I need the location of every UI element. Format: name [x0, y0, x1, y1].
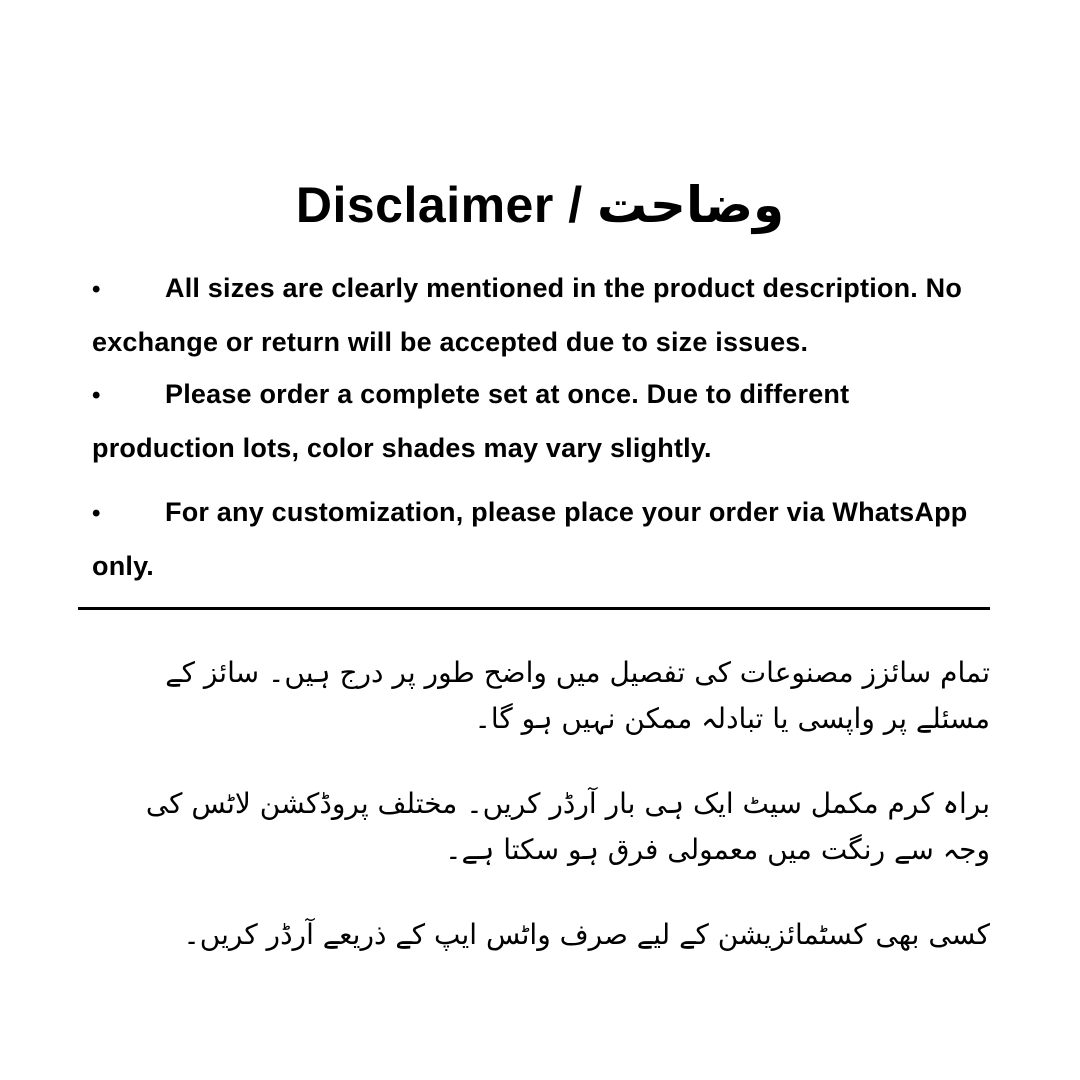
bullet-item-customization	[92, 486, 990, 592]
bullet-text-complete-set: Please order a complete set at once. Due to different production lots, color shades may vary slightly.	[92, 379, 850, 463]
bullet-list	[92, 262, 990, 592]
bullet-text-customization: For any customization, please place your order via WhatsApp only.	[92, 497, 968, 581]
urdu-line-customization: کسی بھی کسٹمائزیشن کے لیے صرف واٹس ایپ کے ذریعے آرڈر کریں۔	[183, 918, 990, 951]
divider	[78, 607, 990, 610]
bullet-text-sizes: All sizes are clearly mentioned in the product description. No exchange or return will be accepted due to size issues.	[92, 273, 963, 357]
bullet-marker-icon: •	[92, 382, 101, 409]
urdu-line-complete-set: براہ کرم مکمل سیٹ ایک ہی بار آرڈر کریں۔ مختلف پروڈکشن لاٹس کی وجہ سے رنگت میں معمولی فرق ہو سکتا ہے۔	[145, 787, 990, 866]
urdu-line-sizes: تمام سائزز مصنوعات کی تفصیل میں واضح طور پر درج ہیں۔ سائز کے مسئلے پر واپسی یا تبادلہ ممکن نہیں ہو گا۔	[165, 656, 990, 735]
page-title: Disclaimer / وضاحت	[295, 177, 785, 233]
bullet-item-sizes	[92, 262, 990, 368]
bullet-marker-icon: •	[92, 500, 101, 527]
bullet-item-complete-set	[92, 368, 990, 474]
bullet-marker-icon: •	[92, 276, 101, 303]
urdu-translation-block	[92, 650, 990, 997]
